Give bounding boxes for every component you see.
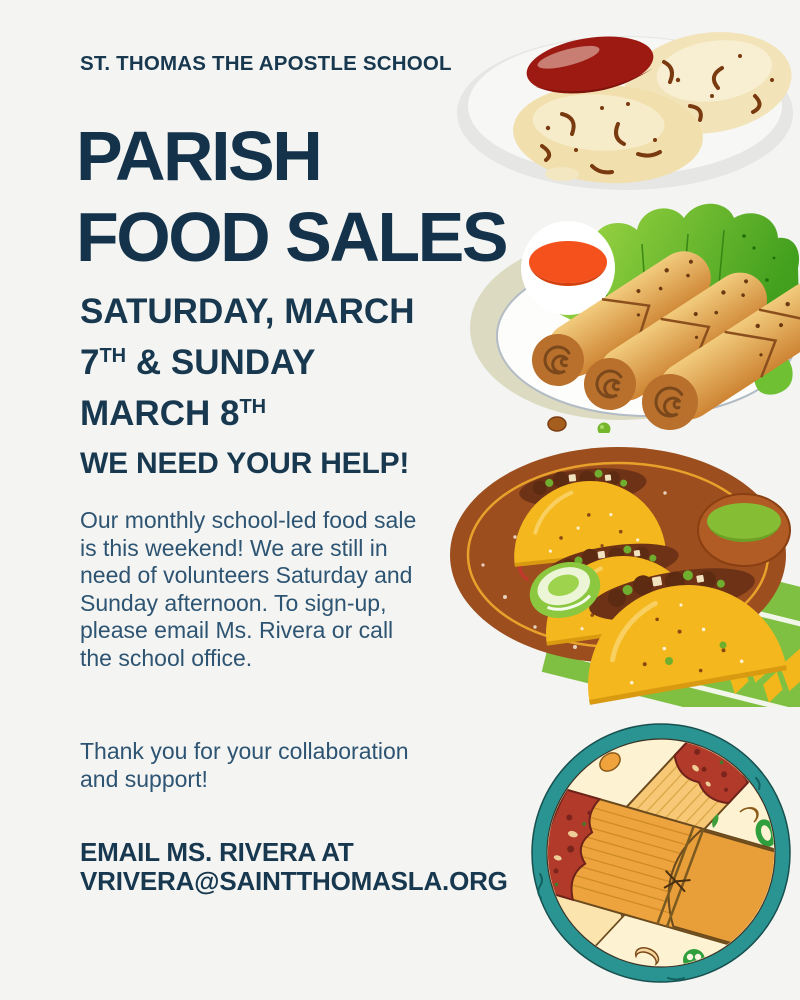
title-line-2: FOOD SALES [76,198,507,276]
event-dates [80,286,414,439]
contact-line-1: EMAIL MS. RIVERA AT [80,837,354,867]
date-line-3-text: MARCH 8 [80,394,240,433]
body-paragraph: Our monthly school-led food sale is this weekend! We are still in need of volunteers Saturday and Sunday afternoon. To sign-up, please email Ms. Rivera or call the school office. [80,507,417,671]
page-title [76,116,506,278]
date-line-3 [80,388,414,439]
tacos-platter-illustration [443,435,800,707]
ordinal-suffix: TH [99,345,127,367]
contact-email-address: VRIVERA@SAINTTHOMASLA.ORG [80,866,508,896]
title-line-1: PARISH [76,117,321,195]
help-heading: WE NEED YOUR HELP! [80,447,410,480]
green-salsa-bowl [698,494,790,566]
thanks-paragraph: Thank you for your collaboration and support! [80,738,409,792]
ordinal-suffix: TH [239,396,267,418]
date-line-2-rest: & SUNDAY [126,343,316,382]
contact-info [80,838,508,896]
spring-rolls-plate-illustration [462,188,800,433]
date-day-number: 7 [80,343,100,382]
date-line-1: SATURDAY, MARCH [80,292,415,331]
date-line-2 [80,337,414,388]
tamales-badge-illustration [528,716,794,988]
school-name: ST. THOMAS THE APOSTLE SCHOOL [80,52,452,75]
plate-garnish-bits [548,417,611,433]
